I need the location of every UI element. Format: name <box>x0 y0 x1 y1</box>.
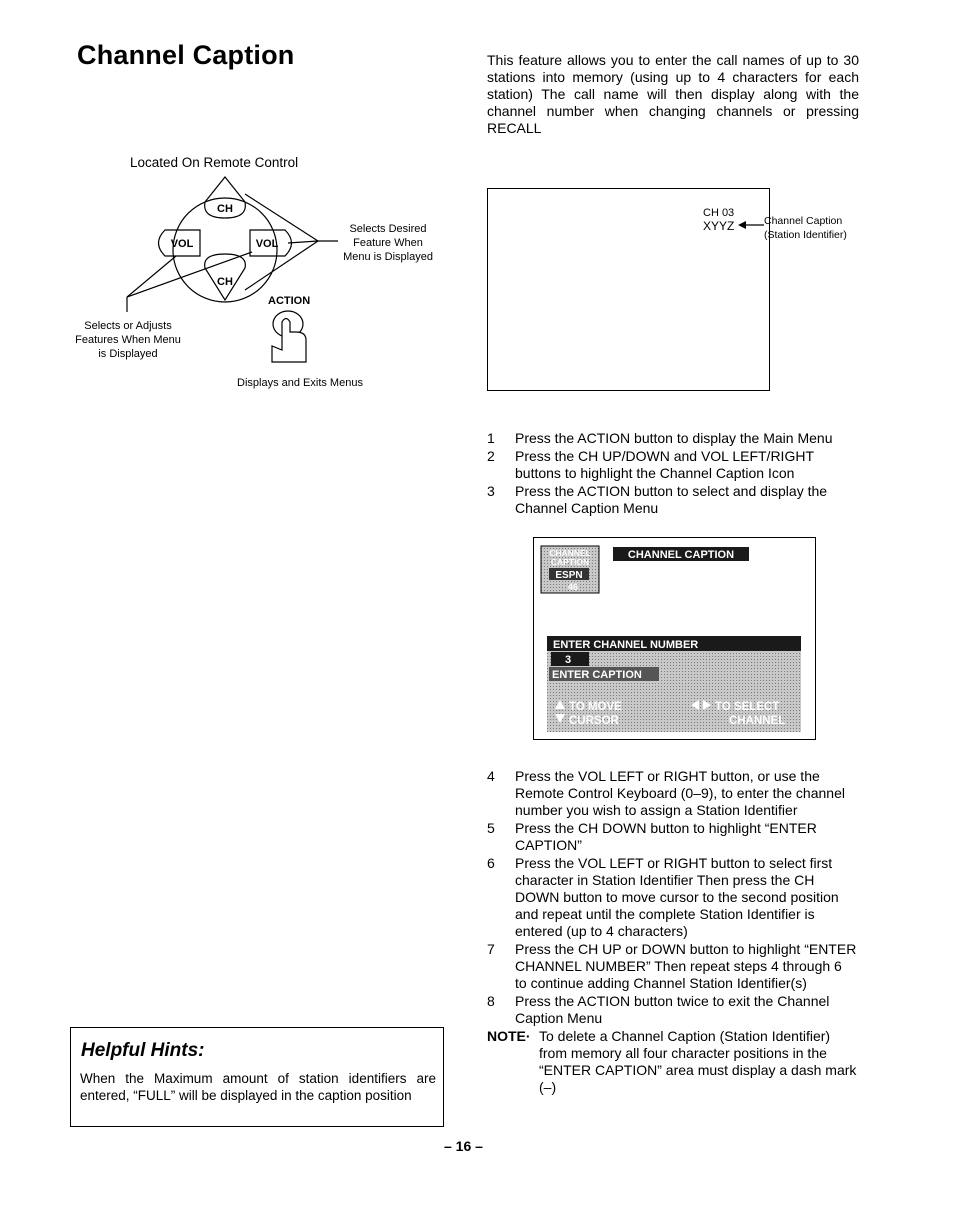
hints-body: When the Maximum amount of station identifiers are entered, “FULL” will be displayed in the caption position <box>80 1071 436 1103</box>
step-text: Press the VOL LEFT or RIGHT button to select first character in Station Identifier Then press the CH DOWN button to move cursor to the second position and repeat until the complete Station Identifier is entered (up to 4 characters) <box>515 855 839 939</box>
tv-station-name: XYYZ <box>703 219 735 233</box>
vol-right-label: VOL <box>255 238 279 250</box>
list-item <box>487 448 857 482</box>
menu-move-line1: TO MOVE <box>569 701 622 713</box>
page-number: – 16 – <box>444 1138 483 1154</box>
list-item <box>487 768 857 819</box>
list-item <box>487 430 857 447</box>
step-text: Press the CH UP or DOWN button to highlight “ENTER CHANNEL NUMBER” Then repeat steps 4 through 6 to continue adding Channel Station Identifier(s) <box>515 941 857 991</box>
vol-left-label: VOL <box>170 238 194 250</box>
list-item <box>487 993 857 1027</box>
icon-channel: 46 <box>567 582 579 592</box>
step-number: 2 <box>487 448 495 464</box>
icon-label-line2: CAPTION <box>550 557 590 567</box>
steps-list-a <box>487 430 857 518</box>
step-text: Press the ACTION button to display the Main Menu <box>515 430 833 446</box>
menu-enter-channel[interactable]: ENTER CHANNEL NUMBER <box>553 639 699 651</box>
menu-select-line1: TO SELECT <box>715 701 780 713</box>
tv-caption-label-line2: (Station Identifier) <box>764 229 847 241</box>
list-item <box>487 855 857 940</box>
hints-title: Helpful Hints: <box>81 1040 205 1061</box>
menu-enter-caption[interactable]: ENTER CAPTION <box>552 669 642 681</box>
selects-adjusts-label: Selects or Adjusts Features When Menu is Displayed <box>75 320 181 360</box>
page-title: Channel Caption <box>77 40 295 70</box>
arrow-left-icon <box>738 220 764 230</box>
icon-station: ESPN <box>555 570 583 581</box>
step-number: 5 <box>487 820 495 836</box>
ch-down-label: CH <box>217 276 233 288</box>
channel-caption-menu <box>535 539 814 738</box>
action-label: ACTION <box>268 295 311 307</box>
step-text: Press the ACTION button to select and display the Channel Caption Menu <box>515 483 828 516</box>
note-text: To delete a Channel Caption (Station Identifier) from memory all four character positions in the “ENTER CAPTION” area must display a dash mark (–) <box>539 1028 857 1095</box>
menu-select-line2: CHANNEL <box>729 715 786 727</box>
menu-channel-value: 3 <box>565 654 572 666</box>
steps-list-b <box>487 768 857 1096</box>
tv-channel-number: CH 03 <box>703 207 735 219</box>
menu-move-line2: CURSOR <box>569 715 619 727</box>
step-number: 7 <box>487 941 495 957</box>
ch-up-label: CH <box>217 203 233 215</box>
step-number: 1 <box>487 430 495 446</box>
helpful-hints-box <box>70 1027 444 1127</box>
menu-header: CHANNEL CAPTION <box>627 549 735 561</box>
note-lead: NOTE· <box>487 1028 531 1044</box>
tv-caption-label <box>764 214 847 242</box>
list-item <box>487 941 857 992</box>
note <box>487 1028 857 1096</box>
step-number: 3 <box>487 483 495 499</box>
list-item <box>487 483 857 517</box>
step-text: Press the VOL LEFT or RIGHT button, or use the Remote Control Keyboard (0–9), to enter the channel number you wish to assign a Station Identifier <box>515 768 845 818</box>
step-text: Press the ACTION button twice to exit the Channel Caption Menu <box>515 993 830 1026</box>
tv-caption-label-line1: Channel Caption <box>764 215 843 227</box>
icon-label-line1: CHANNEL <box>549 548 591 558</box>
step-number: 6 <box>487 855 495 871</box>
step-number: 8 <box>487 993 495 1009</box>
step-text: Press the CH UP/DOWN and VOL LEFT/RIGHT buttons to highlight the Channel Caption Icon <box>515 448 814 481</box>
intro-paragraph: This feature allows you to enter the call names of up to 30 stations into memory (using up to 4 characters for each station) The call name will then display along with the channel number when changing channels or pressing RECALL <box>487 52 859 136</box>
located-label: Located On Remote Control <box>130 155 299 170</box>
displays-exits-label: Displays and Exits Menus <box>237 377 363 389</box>
step-text: Press the CH DOWN button to highlight “ENTER CAPTION” <box>515 820 817 853</box>
step-number: 4 <box>487 768 495 784</box>
list-item <box>487 820 857 854</box>
selects-desired-label: Selects Desired Feature When Menu is Displayed <box>343 223 433 263</box>
